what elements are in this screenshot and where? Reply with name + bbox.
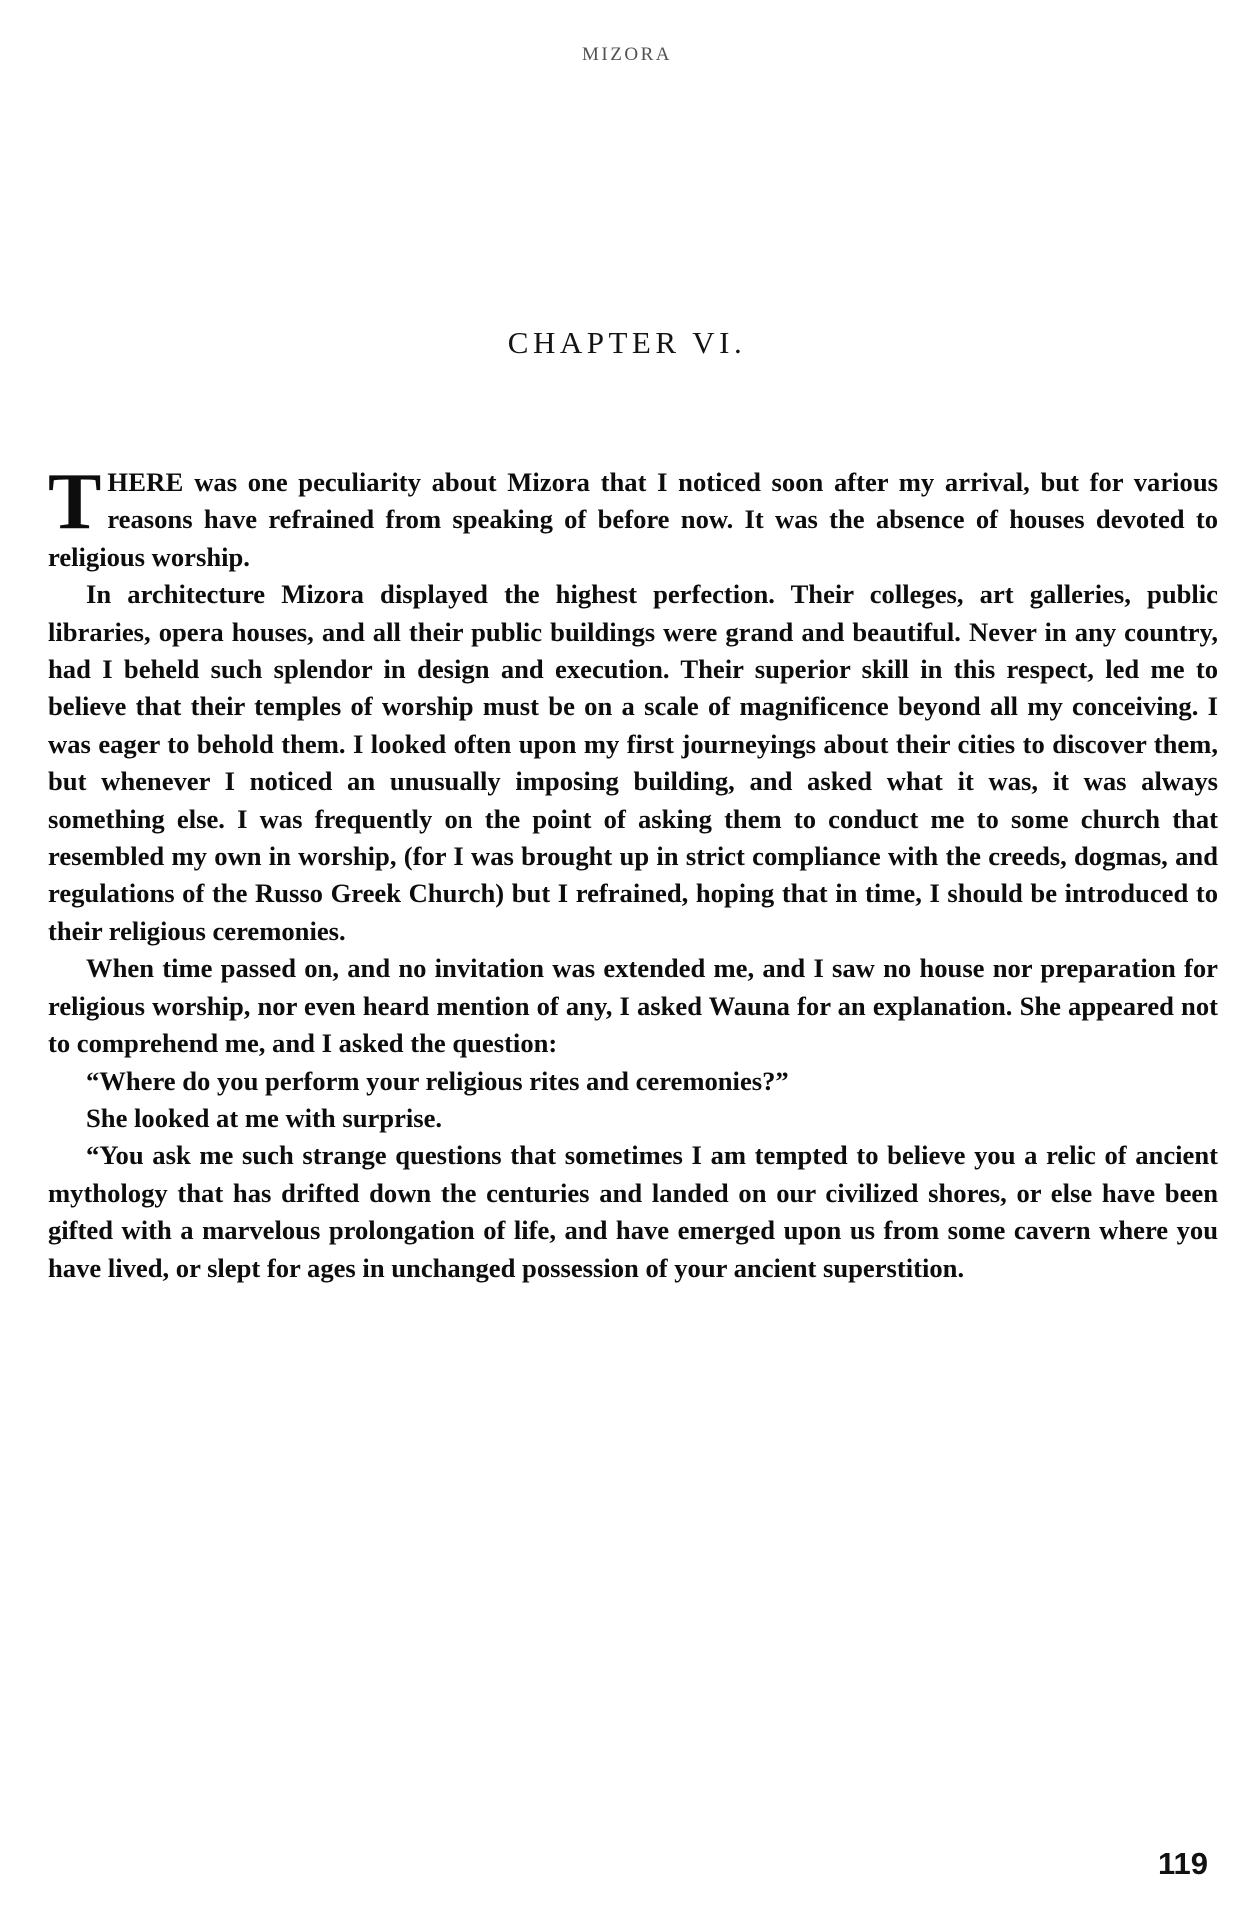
paragraph-5: She looked at me with surprise. — [86, 1102, 443, 1133]
running-head: MIZORA — [582, 44, 672, 65]
page-number: 119 — [1157, 1846, 1208, 1881]
paragraph-1-lead: HERE — [107, 467, 184, 497]
paragraph-6: “You ask me such strange questions that sometimes I am tempted to believe you a relic of ancient mythology that has drifted down the centuries and landed on our civilized shores, or else have been gifted with a marvelous prolongation of life, and have emerged upon us from some cavern where you have lived, or slept for ages in unchanged possession of your ancient superstition. — [48, 1140, 1218, 1283]
body-text — [48, 458, 1218, 1287]
paragraph-2: In architecture Mizora displayed the highest perfection. Their colleges, art galleries, public libraries, opera houses, and all their public buildings were grand and beautiful. Never in any country, had I beheld such splendor in design and execution. Their superior skill in this respect, led me to believe that their temples of worship must be on a scale of magnificence beyond all my conceiving. I was eager to behold them. I looked often upon my first journeyings about their cities to discover them, but whenever I noticed an unusually imposing building, and asked what it was, it was always something else. I was frequently on the point of asking them to conduct me to some church that resembled my own in worship, (for I was brought up in strict compliance with the creeds, dogmas, and regulations of the Russo Greek Church) but I refrained, hoping that in time, I should be introduced to their religious ceremonies. — [48, 579, 1218, 946]
paragraph-1 — [48, 458, 1218, 576]
drop-cap: T — [48, 458, 102, 546]
paragraph-4: “Where do you perform your religious rites and ceremonies?” — [86, 1065, 789, 1096]
paragraph-3: When time passed on, and no invitation was extended me, and I saw no house nor preparation for religious worship, nor even heard mention of any, I asked Wauna for an explanation. She appeared not to comprehend me, and I asked the question: — [48, 953, 1218, 1059]
paragraph-1-text: was one peculiarity about Mizora that I noticed soon after my arrival, but for various reasons have refrained from speaking of before now. It was the absence of houses devoted to religious worship. — [48, 467, 1218, 572]
chapter-title: CHAPTER VI. — [507, 325, 747, 360]
